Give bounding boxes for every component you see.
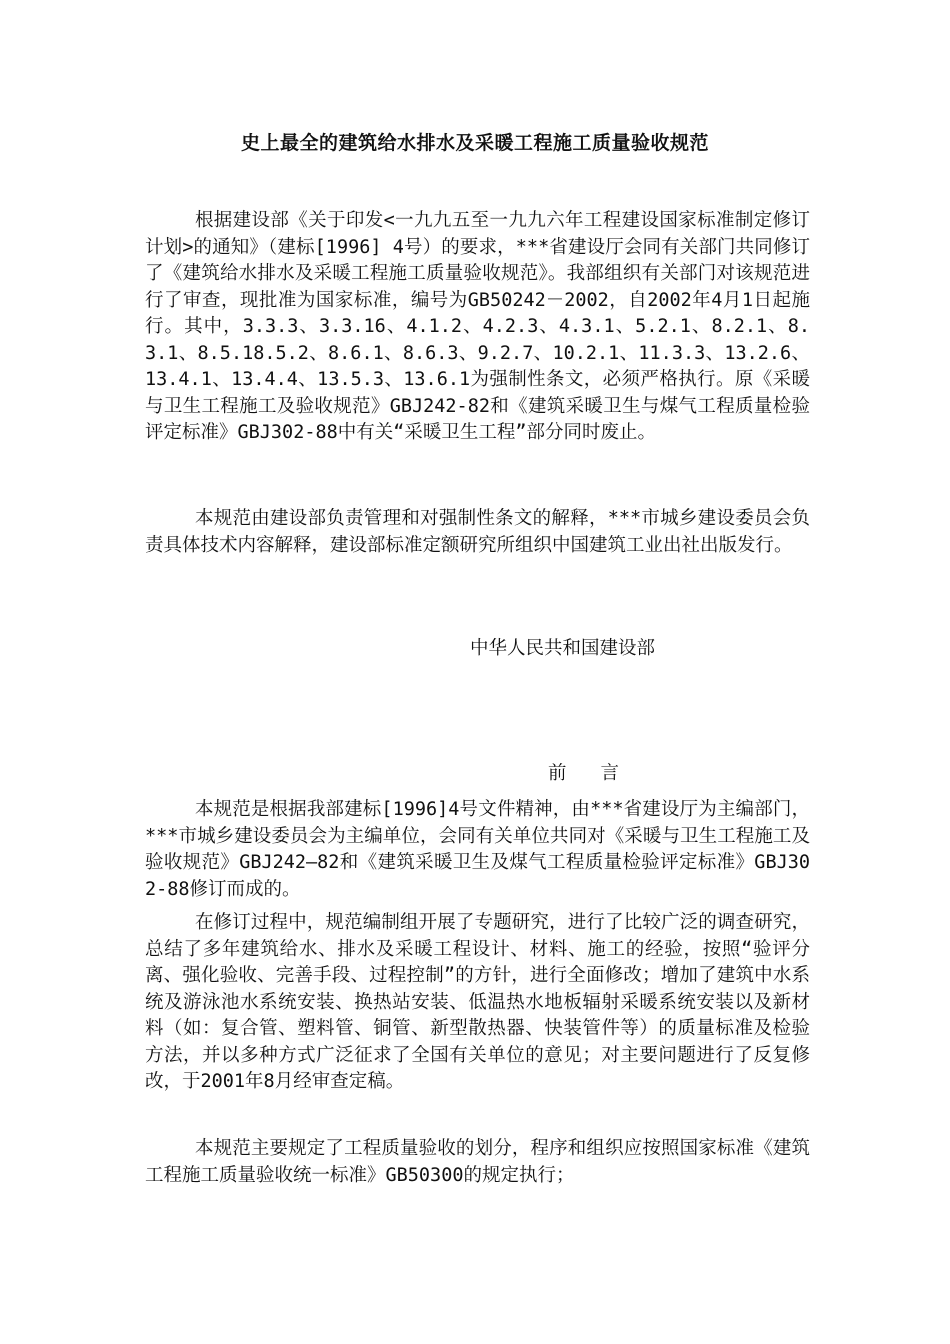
announcement-paragraph-1: 根据建设部《关于印发<一九九五至一九九六年工程建设国家标准制定修订计划>的通知》（建标[1996] 4号）的要求，***省建设厅会同有关部门共同修订了《建筑给水排水及采暖工程施工质量验收规范》。我部组织有关部门对该规范进行了审查，现批准为国家标准，编号为GB50242－2002，自2002年4月1日起施行。其中，3.3.3、3.3.16、4.1.2、4.2.3、4.3.1、5.2.1、8.2.1、8.3.1、8.5.18.5.2、8.6.1、8.6.3、9.2.7、10.2.1、11.3.3、13.2.6、13.4.1、13.4.4、13.5.3、13.6.1为强制性条文，必须严格执行。原《采暖与卫生工程施工及验收规范》GBJ242-82和《建筑采暖卫生与煤气工程质量检验评定标准》GBJ302-88中有关“采暖卫生工程”部分同时废止。 — [145, 210, 810, 443]
preface-paragraph-1: 本规范是根据我部建标[1996]4号文件精神，由***省建设厅为主编部门，***市城乡建设委员会为主编单位，会同有关单位共同对《采暖与卫生工程施工及验收规范》GBJ242—82和《建筑采暖卫生及煤气工程质量检验评定标准》GBJ302-88修订而成的。 — [145, 799, 810, 900]
preface-paragraph-2: 在修订过程中，规范编制组开展了专题研究，进行了比较广泛的调查研究，总结了多年建筑给水、排水及采暖工程设计、材料、施工的经验，按照“验评分离、强化验收、完善手段、过程控制”的方针，进行全面修改；增加了建筑中水系统及游泳池水系统安装、换热站安装、低温热水地板辐射采暖系统安装以及新材料（如：复合管、塑料管、铜管、新型散热器、快装管件等）的质量标准及检验方法，并以多种方式广泛征求了全国有关单位的意见；对主要问题进行了反复修改，于2001年8月经审查定稿。 — [145, 912, 810, 1092]
preface-heading — [548, 759, 619, 785]
preface-paragraph-3: 本规范主要规定了工程质量验收的划分，程序和组织应按照国家标准《建筑工程施工质量验收统一标准》GB50300的规定执行； — [145, 1138, 810, 1186]
issuing-authority-signature: 中华人民共和国建设部 — [470, 638, 656, 659]
preface-heading-right: 言 — [600, 763, 620, 784]
announcement-paragraph-2: 本规范由建设部负责管理和对强制性条文的解释，***市城乡建设委员会负责具体技术内容解释，建设部标准定额研究所组织中国建筑工业出社出版发行。 — [145, 508, 810, 556]
preface-heading-left: 前 — [548, 763, 567, 784]
document-title: 史上最全的建筑给水排水及采暖工程施工质量验收规范 — [240, 132, 709, 154]
